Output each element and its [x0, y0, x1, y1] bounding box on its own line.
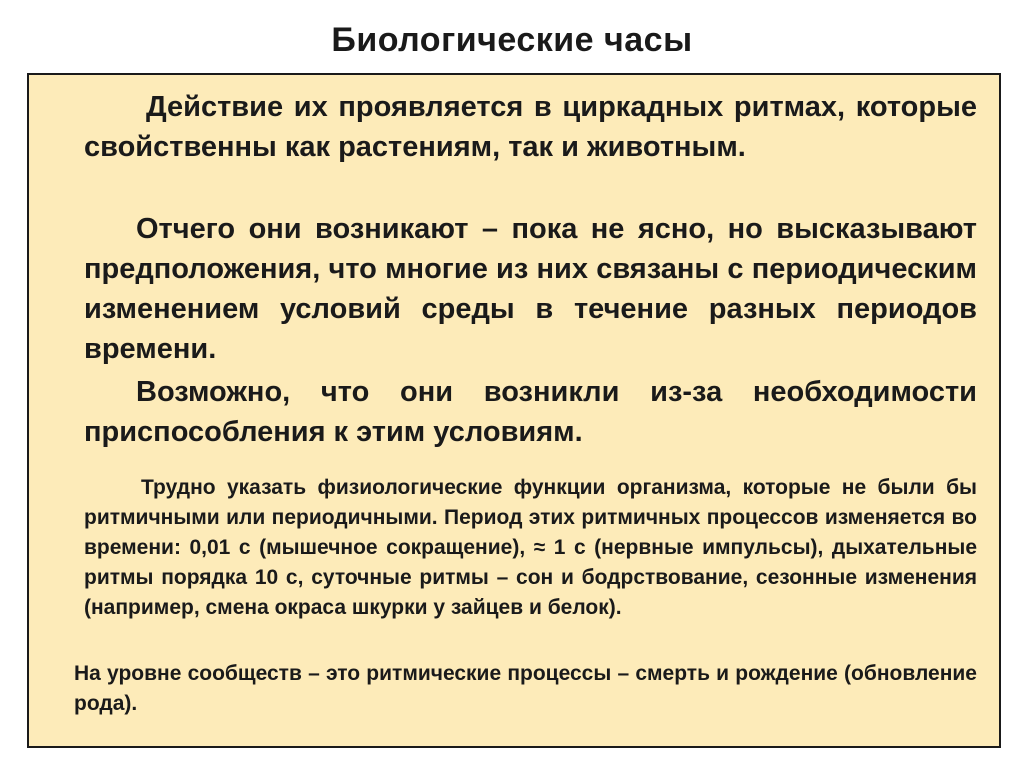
paragraph-adaptation: Возможно, что они возникли из-за необходимости приспособления к этим условиям. [84, 376, 977, 448]
paragraph-physiological-periods: Трудно указать физиологические функции организма, которые не были бы ритмичными или периодичными. Период этих ритмичных процессов изменяется во времени: 0,01 с (мышечное сокращение), ≈ 1 с (нервные импульсы), дыхательные ритмы порядка 10 с, суточные ритмы – сон и бодрствование, сезонные изменения (например, смена окраса шкурки у зайцев и белок). [84, 476, 977, 619]
paragraph-community-level: На уровне сообществ – это ритмические процессы – смерть и рождение (обновление рода). [74, 662, 977, 715]
slide-title: Биологические часы [331, 21, 693, 59]
text-box [27, 73, 1001, 748]
paragraph-circadian-rhythms: Действие их проявляется в циркадных ритмах, которые свойственны как растениям, так и животным. [84, 91, 977, 163]
paragraph-origin-hypothesis: Отчего они возникают – пока не ясно, но высказывают предположения, что многие из них связаны с периодическим изменением условий среды в течение разных периодов времени. [84, 213, 977, 365]
